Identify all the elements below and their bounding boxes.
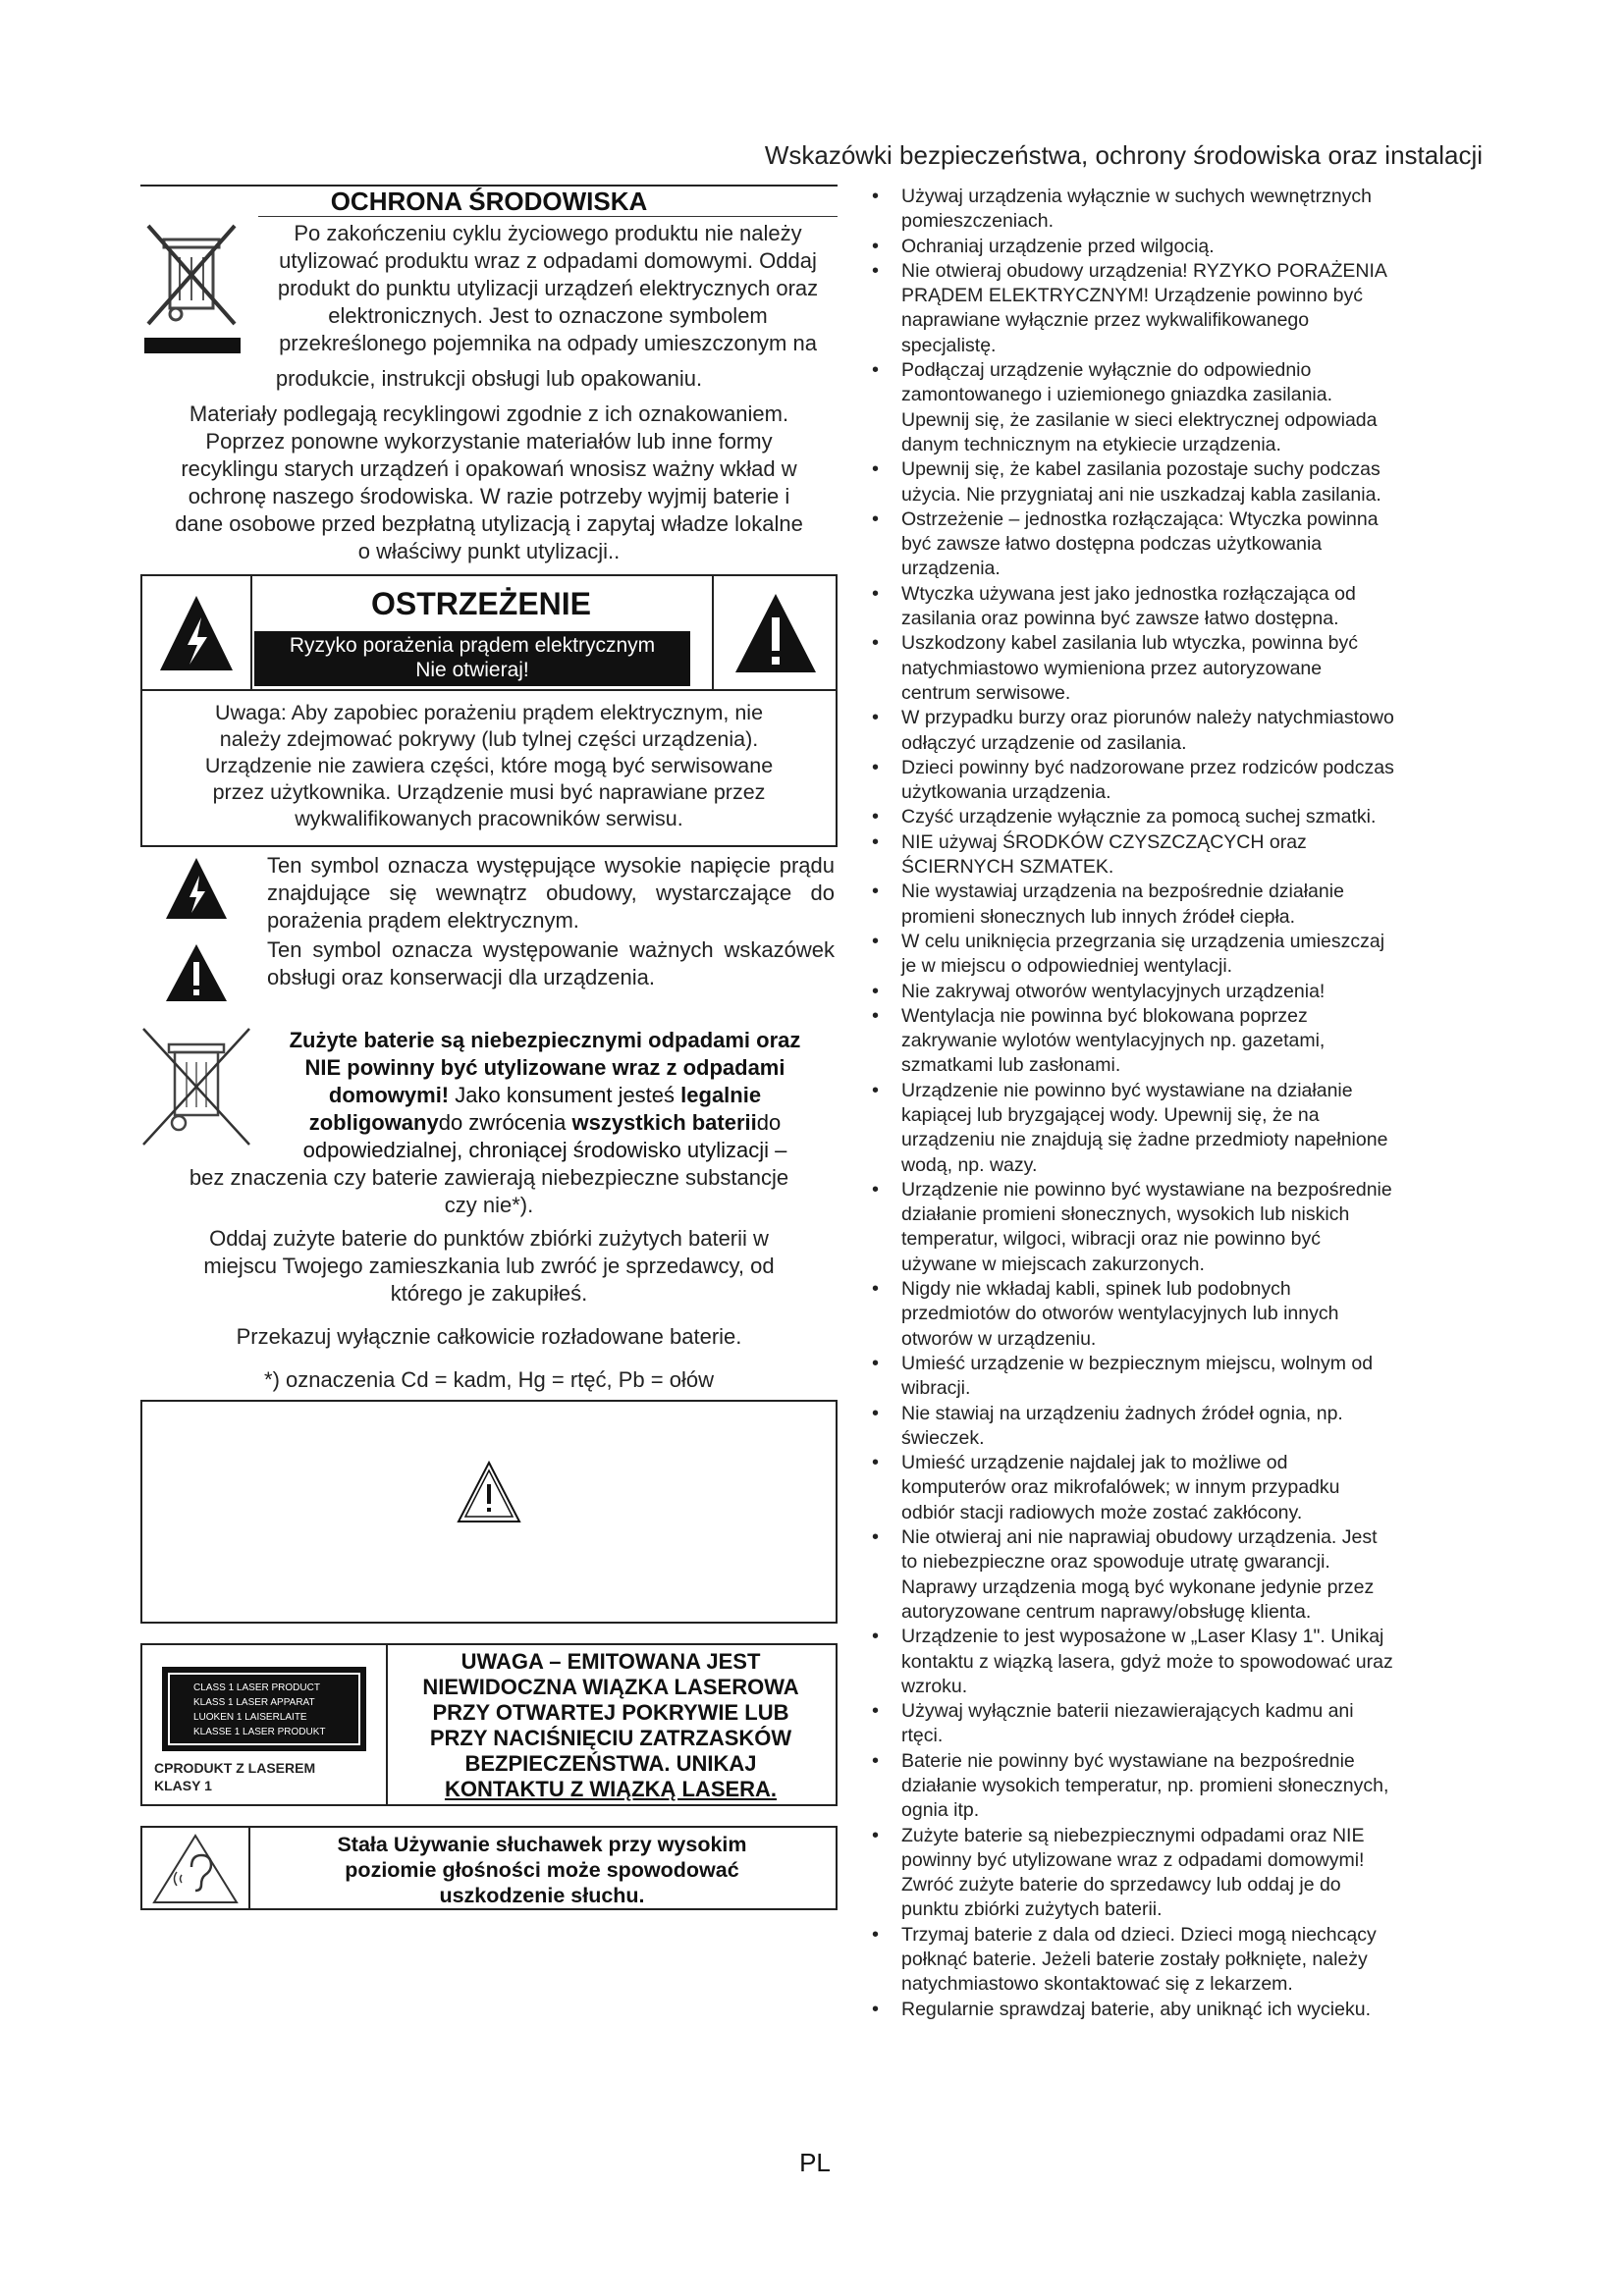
safety-rule-item: • Ochraniaj urządzenie przed wilgocią. <box>864 235 1492 259</box>
safety-rules-list <box>864 185 1492 2022</box>
warning-divider <box>142 689 836 691</box>
battery-bin-icon <box>137 1023 255 1150</box>
warning-subtitle: Ryzyko porażenia prądem elektrycznym Nie otwieraj! <box>254 631 690 686</box>
crossed-bin-icon <box>140 218 248 357</box>
voltage-warning-icon <box>142 576 252 689</box>
hearing-text: Stała Używanie słuchawek przy wysokim poziomie głośności może spowodować uszkodzenie słuchu. <box>337 1833 747 1907</box>
safety-rule-item: • Zużyte baterie są niebezpiecznymi odpadami oraz NIE powinny być utylizowane wraz z odpadami domowymi! Zwróć zużyte baterie do sprzedawcy lub oddaj je do punktu zbiórki zużytych baterii. <box>864 1824 1492 1923</box>
safety-rule-item: • Urządzenie to jest wyposażone w „Laser Klasy 1". Unikaj kontaktu z wiązką lasera, gdyż może to spowodować uraz wzroku. <box>864 1625 1492 1699</box>
caution-symbol-icon <box>162 940 231 1005</box>
safety-rule-item: • NIE używaj ŚRODKÓW CZYSZCZĄCYCH oraz ŚCIERNYCH SZMATEK. <box>864 830 1492 881</box>
warning-title-block <box>250 576 712 689</box>
safety-rule-item: • Ostrzeżenie – jednostka rozłączająca: Wtyczka powinna być zawsze łatwo dostępna podczas użytkowania urządzenia. <box>864 507 1492 582</box>
safety-rule-item: • Nie wystawiaj urządzenia na bezpośrednie działanie promieni słonecznych lub innych źródeł ciepła. <box>864 880 1492 930</box>
eco-text-beside-icon: Po zakończeniu cyklu życiowego produktu nie należy utylizować produktu wraz z odpadami domowymi. Oddaj produkt do punktu utylizacji urządzeń elektrycznych oraz elektronicznych. Jest to oznaczone symbolem przekreślonego pojemnika na odpady umieszczonym na <box>277 221 819 355</box>
laser-warning: UWAGA – EMITOWANA JEST NIEWIDOCZNA WIĄZKA LASEROWA PRZY OTWARTEJ POKRYWIE LUB PRZY NACIŚNIĘCIU ZATRZASKÓW BEZPIECZEŃSTWA. UNIKAJ KONTAKTU Z WIĄZKĄ LASERA. <box>422 1649 799 1801</box>
safety-rule-item: • Regularnie sprawdzaj baterie, aby uniknąć ich wycieku. <box>864 1998 1492 2022</box>
safety-rule-item: • Wentylacja nie powinna być blokowana poprzez zakrywanie wylotów wentylacyjnych np. gazetami, szmatkami lub zasłonami. <box>864 1004 1492 1079</box>
eco-title: OCHRONA ŚRODOWISKA <box>330 187 648 216</box>
safety-rule-item: • Umieść urządzenie w bezpiecznym miejscu, wolnym od wibracji. <box>864 1352 1492 1402</box>
caution-box <box>140 1400 838 1624</box>
safety-rule-item: • Nie zakrywaj otworów wentylacyjnych urządzenia! <box>864 980 1492 1004</box>
safety-rule-item: • Nie otwieraj obudowy urządzenia! RYZYKO PORAŻENIA PRĄDEM ELEKTRYCZNYM! Urządzenie powinno być naprawiane wyłącznie przez wykwalifikowanego specjalistę. <box>864 259 1492 358</box>
laser-class-label: CLASS 1 LASER PRODUCT KLASS 1 LASER APPARAT LUOKEN 1 LAISERLAITE KLASSE 1 LASER PRODUKT <box>162 1667 366 1751</box>
safety-rule-item: • Umieść urządzenie najdalej jak to możliwe od komputerów oraz mikrofalówek; w innym przypadku odbiór stacji radiowych może zostać zakłócony. <box>864 1451 1492 1525</box>
safety-rule-item: • Używaj wyłącznie baterii niezawierających kadmu ani rtęci. <box>864 1699 1492 1749</box>
warning-title: OSTRZEŻENIE <box>370 586 591 621</box>
safety-rule-item: • W przypadku burzy oraz piorunów należy natychmiastowo odłączyć urządzenie od zasilania. <box>864 706 1492 756</box>
laser-caption: CPRODUKT Z LASEREM KLASY 1 <box>154 1760 316 1793</box>
safety-rule-item: • Nie otwieraj ani nie naprawiaj obudowy urządzenia. Jest to niebezpieczne oraz spowoduje utratę gwarancji. Naprawy urządzenia mogą być wykonane jedynie przez autoryzowane centrum naprawy/obsługę klienta. <box>864 1525 1492 1625</box>
hearing-warning-icon <box>142 1828 250 1908</box>
battery-text: bez znaczenia czy baterie zawierają niebezpieczne substancje czy nie*). Oddaj zużyte baterie do punktów zbiórki zużytych baterii w miejscu Twojego zamieszkania lub zwróć je sprzedawcy, od którego je zakupiłeś. Przekazuj wyłącznie całkowicie rozładowane baterie. *) oznaczenia Cd = kadm, Hg = rtęć, Pb = ołów <box>189 1165 789 1392</box>
eco-title-rule <box>258 216 838 217</box>
laser-box <box>140 1643 838 1806</box>
voltage-symbol-icon <box>162 854 231 923</box>
safety-rule-item: • W celu uniknięcia przegrzania się urządzenia umieszczaj je w miejscu o odpowiedniej wentylacji. <box>864 930 1492 980</box>
battery-warning-lines: Zużyte baterie są niebezpiecznymi odpadami oraz NIE powinny być utylizowane wraz z odpadami domowymi! Jako konsument jesteś legalnie zobligowanydo zwrócenia wszystkich bateriido odpowiedzialnej, chroniącej środowisko utylizacji – <box>289 1028 801 1162</box>
safety-rule-item: • Wtyczka używana jest jako jednostka rozłączająca od zasilania oraz powinna być zawsze łatwo dostępna. <box>864 582 1492 632</box>
page-header: Wskazówki bezpieczeństwa, ochrony środowiska oraz instalacji <box>764 140 1483 170</box>
safety-rule-item: • Baterie nie powinny być wystawiane na bezpośrednie działanie wysokich temperatur, np. promieni słonecznych, ognia itp. <box>864 1749 1492 1824</box>
safety-rule-item: • Nigdy nie wkładaj kabli, spinek lub podobnych przedmiotów do otworów wentylacyjnych lub innych otworów w urządzeniu. <box>864 1277 1492 1352</box>
safety-rule-item: • Dzieci powinny być nadzorowane przez rodziców podczas użytkowania urządzenia. <box>864 756 1492 806</box>
laser-label-panel <box>142 1645 388 1804</box>
safety-rule-item: • Czyść urządzenie wyłącznie za pomocą suchej szmatki. <box>864 805 1492 829</box>
warning-box <box>140 574 838 847</box>
safety-rule-item: • Urządzenie nie powinno być wystawiane na działanie kapiącej lub bryzgającej wody. Upewnij się, że na urządzeniu nie znajdują się żadne przedmioty napełnione wodą, np. wazy. <box>864 1079 1492 1178</box>
safety-rule-item: • Upewnij się, że kabel zasilania pozostaje suchy podczas użycia. Nie przygniataj ani nie uszkadzaj kabla zasilania. <box>864 457 1492 507</box>
eco-text-below: produkcie, instrukcji obsługi lub opakowaniu. Materiały podlegają recyklingowi zgodnie z ich oznakowaniem. Poprzez ponowne wykorzystanie materiałów lub inne formy recyklingu starych urządzeń i opakowań wnosisz ważny wkład w ochronę naszego środowiska. W razie potrzeby wyjmij baterie i dane osobowe przed bezpłatną utylizacją i zapytaj władze lokalne o właściwy punkt utylizacji.. <box>175 366 803 563</box>
voltage-symbol-text: Ten symbol oznacza występujące wysokie napięcie prądu znajdujące się wewnątrz obudowy, wystarczające do porażenia prądem elektrycznym. <box>267 853 835 933</box>
caution-symbol-text: Ten symbol oznacza występowanie ważnych wskazówek obsługi oraz konserwacji dla urządzenia. <box>267 937 835 989</box>
safety-rule-item: • Urządzenie nie powinno być wystawiane na bezpośrednie działanie promieni słonecznych, wysokich lub niskich temperatur, wilgoci, wibracji oraz nie powinno być używane w miejscach zakurzonych. <box>864 1178 1492 1277</box>
warning-note: Uwaga: Aby zapobiec porażeniu prądem elektrycznym, nie należy zdejmować pokrywy (lub tylnej części urządzenia). Urządzenie nie zawiera części, które mogą być serwisowane przez użytkownika. Urządzenie musi być naprawiane przez wykwalifikowanych pracowników serwisu. <box>204 701 774 830</box>
safety-rule-item: • Trzymaj baterie z dala od dzieci. Dzieci mogą niechcący połknąć baterie. Jeżeli baterie zostały połknięte, należy natychmiastowo skontaktować się z lekarzem. <box>864 1923 1492 1998</box>
safety-rule-item: • Używaj urządzenia wyłącznie w suchych wewnętrznych pomieszczeniach. <box>864 185 1492 235</box>
safety-rule-item: • Podłączaj urządzenie wyłącznie do odpowiednio zamontowanego i uziemionego gniazdka zasilania. Upewnij się, że zasilanie w sieci elektrycznej odpowiada danym technicznym na etykiecie urządzenia. <box>864 358 1492 457</box>
safety-rule-item: • Uszkodzony kabel zasilania lub wtyczka, powinna być natychmiastowo wymieniona przez autoryzowane centrum serwisowe. <box>864 631 1492 706</box>
page-language-code: PL <box>799 2148 831 2177</box>
caution-outline-icon <box>455 1459 523 1527</box>
caution-icon <box>712 576 838 689</box>
hearing-box <box>140 1826 838 1910</box>
safety-rule-item: • Nie stawiaj na urządzeniu żadnych źródeł ognia, np. świeczek. <box>864 1402 1492 1452</box>
